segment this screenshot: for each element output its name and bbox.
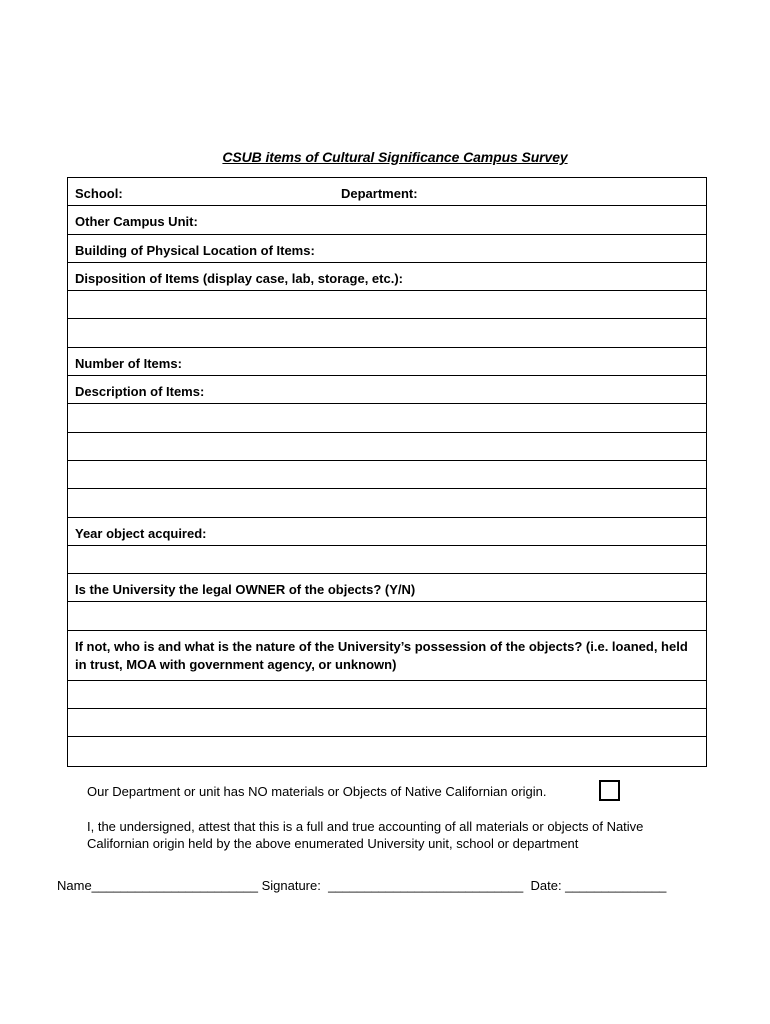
- survey-form-table: [67, 177, 707, 767]
- no-native-materials-statement: Our Department or unit has NO materials or Objects of Native Californian origin.: [87, 784, 547, 799]
- disposition-blank-row-2[interactable]: [68, 319, 706, 347]
- school-label: School:: [75, 186, 123, 201]
- possession-nature-label: If not, who is and what is the nature of the University’s possession of the objects? (i.e. loaned, held in trust, MOA with government agency, or unknown): [75, 638, 688, 672]
- disposition-row[interactable]: [68, 263, 706, 291]
- description-label: Description of Items:: [75, 384, 205, 400]
- description-blank-row-2[interactable]: [68, 433, 706, 461]
- owner-blank-row[interactable]: [68, 602, 706, 630]
- building-location-label: Building of Physical Location of Items:: [75, 242, 315, 258]
- number-of-items-label: Number of Items:: [75, 355, 182, 371]
- form-title: CSUB items of Cultural Significance Campus Survey: [222, 149, 568, 165]
- department-label: Department:: [341, 186, 418, 201]
- description-row[interactable]: [68, 376, 706, 404]
- year-blank-row[interactable]: [68, 546, 706, 574]
- year-acquired-row[interactable]: [68, 518, 706, 546]
- description-blank-row-1[interactable]: [68, 404, 706, 432]
- legal-owner-row[interactable]: [68, 574, 706, 602]
- attestation-statement: I, the undersigned, attest that this is a full and true accounting of all materials or objects of Native Californian origin held by the above enumerated University unit, school or department: [87, 819, 644, 851]
- other-campus-unit-row[interactable]: [68, 206, 706, 234]
- number-of-items-row[interactable]: [68, 348, 706, 376]
- building-location-row[interactable]: [68, 235, 706, 263]
- description-blank-row-4[interactable]: [68, 489, 706, 517]
- description-blank-row-3[interactable]: [68, 461, 706, 489]
- year-acquired-label: Year object acquired:: [75, 525, 207, 541]
- possession-blank-row-2[interactable]: [68, 709, 706, 737]
- possession-nature-row[interactable]: [68, 631, 706, 681]
- school-row[interactable]: [68, 178, 706, 206]
- name-signature-date-line[interactable]: Name_______________________ Signature: ___________________________ Date: ______________: [57, 878, 667, 893]
- possession-blank-row-1[interactable]: [68, 681, 706, 709]
- no-native-materials-checkbox[interactable]: [599, 780, 620, 801]
- possession-blank-row-3[interactable]: [68, 737, 706, 765]
- other-campus-unit-label: Other Campus Unit:: [75, 214, 198, 230]
- disposition-blank-row-1[interactable]: [68, 291, 706, 319]
- disposition-label: Disposition of Items (display case, lab, storage, etc.):: [75, 270, 403, 286]
- legal-owner-label: Is the University the legal OWNER of the objects? (Y/N): [75, 582, 416, 598]
